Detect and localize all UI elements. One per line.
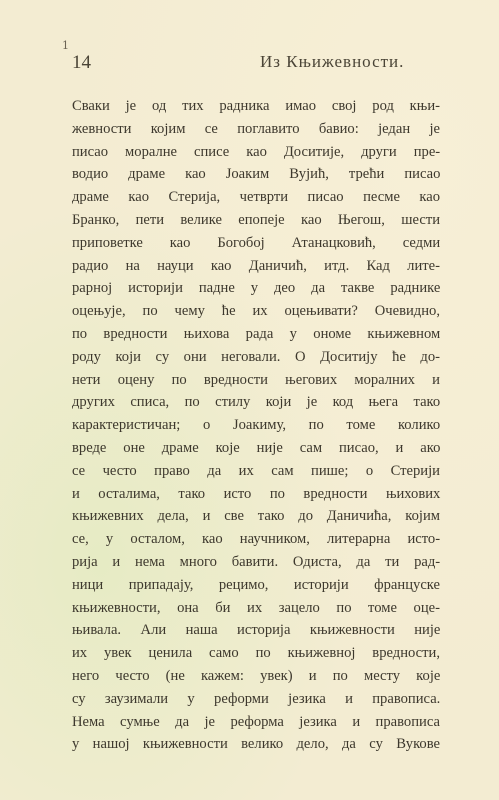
text-line: ници припадају, рецимо, историји француске [72, 576, 440, 593]
text-line: се, у осталом, као научником, литерарна исто- [72, 531, 441, 548]
body-text [72, 95, 440, 756]
text-line: вреде оне драме које није сам писао, и ако [72, 439, 441, 456]
running-title: Из Књижевности. [260, 52, 405, 71]
text-line: их увек ценила само по књижевној вредности, [72, 645, 440, 662]
text-line: оцењује, по чему ће их оцењивати? Очевидно, [72, 303, 440, 320]
text-line: других списа, по стилу који је код њега тако [72, 394, 441, 411]
text-line: и осталима, тако исто по вредности њихових [72, 485, 441, 502]
text-line: књижевних дела, и све тако до Даничића, којим [72, 508, 440, 525]
text-line: се често право да их сам пише; о Стерији [72, 462, 440, 479]
page-number: 14 [72, 52, 91, 73]
text-line: приповетке као Богобој Атанацковић, седми [72, 234, 441, 251]
text-line: Нема сумње да је реформа језика и правописа [72, 713, 440, 730]
text-line: нети оцену по вредности његових моралних и [72, 371, 440, 388]
page-header [72, 52, 432, 78]
text-line: роду који су они неговали. О Доситију ће до- [72, 348, 440, 365]
text-line: њивала. Али наша историја књижевности није [72, 622, 441, 639]
text-line: књижевности, она би их зацело по томе оце- [72, 599, 440, 616]
text-line: писао моралне списе као Доситије, други пре- [72, 143, 441, 160]
text-line: жевности којим се поглавито бавио: један је [72, 120, 440, 137]
text-line: водио драме као Јоаким Вујић, трећи писао [72, 166, 441, 183]
text-line: су заузимали у реформи језика и правописа. [72, 690, 441, 707]
text-line: карактеристичан; о Јоакиму, по томе колико [72, 417, 441, 434]
text-line: рија и нема много бавити. Одиста, да ти рад- [72, 553, 441, 570]
text-line: него често (не кажем: увек) и по месту које [72, 667, 441, 684]
text-line: по вредности њихова рада у ономе књижевном [72, 325, 441, 342]
text-line: Бранко, пети велике епопеје као Његош, шести [72, 211, 441, 228]
text-line: рарној историји падне у део да такве раднике [72, 280, 441, 297]
text-line: у нашој књижевности велико дело, да су Вукове [72, 736, 440, 753]
text-line: Сваки је од тих радника имао свој род књи- [72, 98, 440, 114]
text-line: драме као Стерија, четврти писао песме као [72, 189, 441, 206]
text-line: радио на науци као Даничић, итд. Кад лите- [72, 257, 440, 274]
corner-mark: 1 [62, 39, 69, 52]
